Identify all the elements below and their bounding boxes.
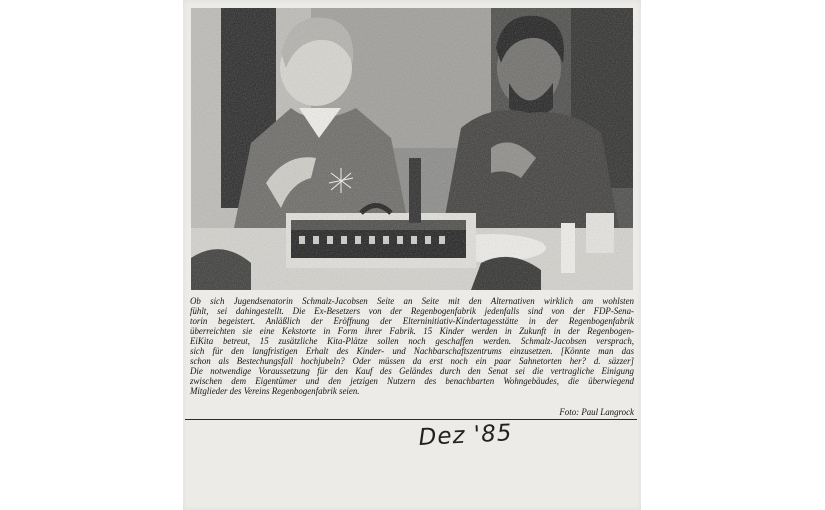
caption-line: sich für den langfristigen Erhalt des Kinder- und Nachbarschaftszentrums einzusetzen. [Könnte man das <box>190 346 634 357</box>
handwritten-date: Dez '85 <box>418 420 514 451</box>
caption-line: überreichten sie eine Kekstorte in Form ihrer Fabrik. 15 Kinder werden in Zukunft in der Regenbogen- <box>190 326 634 337</box>
caption-line: torin begeistert. Anläßlich der Eröffnung der Elterninitiativ-Kindertagesstätte in der Regenbogenfabrik <box>190 316 634 327</box>
newspaper-photo <box>191 8 633 290</box>
photo-caption <box>190 296 634 396</box>
caption-line-last: Mitglieder des Vereins Regenbogenfabrik seien. <box>190 386 360 397</box>
caption-line: Die notwendige Voraussetzung für den Kauf des Geländes durch den Senat sei die vertragliche Einigung <box>190 366 634 377</box>
caption-line: schon als Bestechungsfall hochjubeln? Oder müssen da erst noch ein paar Sahnetorten her? d. säzzer] <box>190 356 634 367</box>
divider-rule <box>185 419 637 420</box>
caption-line: EiKita betreut, 15 zusätzliche Kita-Plätze sollen noch geschaffen werden. Schmalz-Jacobsen versprach, <box>190 336 634 347</box>
caption-line: fühlt, sei dahingestellt. Die Ex-Besetzers von der Regenbogenfabrik jedenfalls sind von der FDP-Sena- <box>190 306 634 317</box>
caption-line: zwischen dem Eigentümer und den jetzigen Nutzern des benachbarten Wohngebäudes, die überwiegend <box>190 376 634 387</box>
photo-credit: Foto: Paul Langrock <box>559 407 634 417</box>
caption-line: Ob sich Jugendsenatorin Schmalz-Jacobsen Seite an Seite mit den Alternativen wirklich am wohlsten <box>190 296 634 306</box>
